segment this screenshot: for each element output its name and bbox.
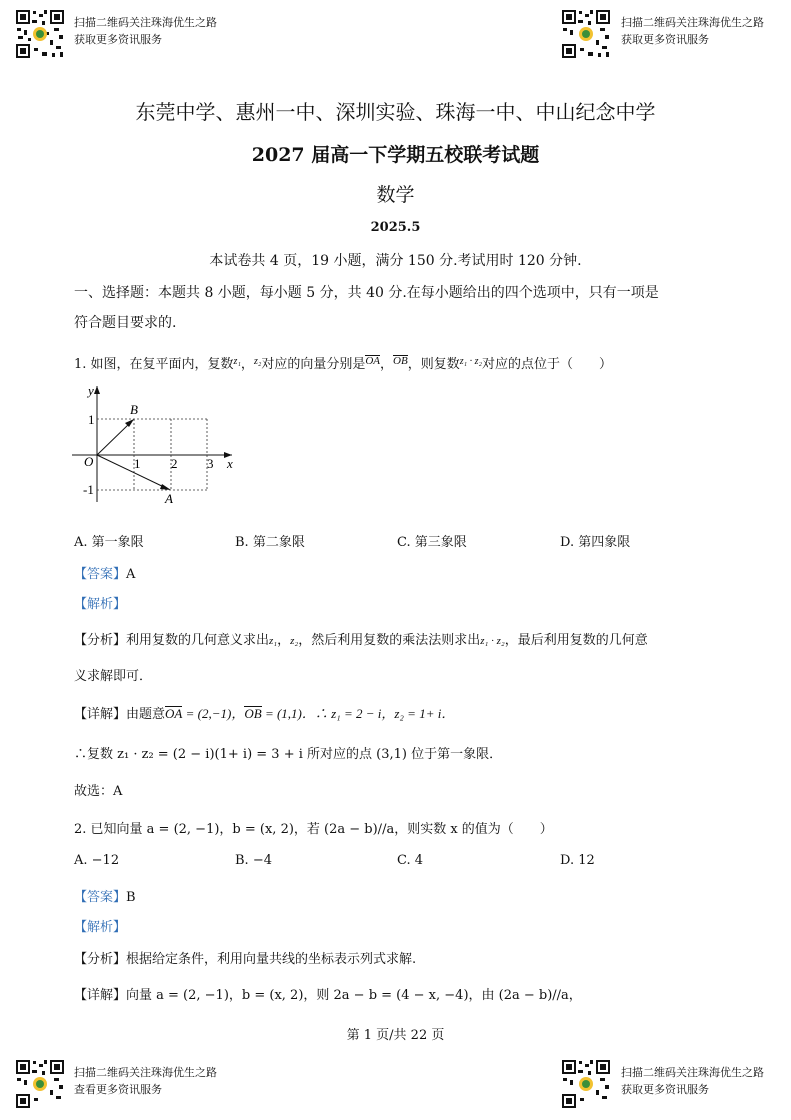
- fenxi-tag: 【分析】: [74, 952, 127, 967]
- title-schools: 东莞中学、惠州一中、深圳实验、珠海一中、中山纪念中学: [135, 100, 656, 124]
- q1-fenxi-line2: 义求解即可．: [74, 669, 153, 684]
- q1-vector-ob: OB: [393, 355, 408, 367]
- tick-x1: 1: [134, 456, 141, 471]
- detail-vector-oa: OA: [165, 706, 183, 721]
- detail-text: 向量 a = (2, −1)，b = (x, 2)，则 2a − b = (4 − x, −4)，由 (2a − b)//a，: [126, 988, 582, 1003]
- detail-vector-ob: OB: [244, 706, 262, 721]
- q1-answer: [74, 563, 135, 582]
- answer-value: A: [126, 567, 136, 582]
- qr-code-icon: [560, 8, 612, 60]
- q1-stem: [74, 353, 612, 372]
- q1-fenxi: [74, 629, 648, 648]
- fenxi-sep: ，: [277, 633, 291, 648]
- vector-ob: [97, 421, 132, 455]
- q1-stem-d: 对应的点位于（ ）: [481, 357, 612, 372]
- detail-text: 由题意: [126, 707, 166, 722]
- detail-oa-value: = (2,−1)，: [182, 706, 245, 721]
- q1-z1z2: z₁ · z₂: [459, 356, 482, 367]
- qr-code-icon: [560, 1058, 612, 1110]
- fenxi-part-1: 利用复数的几何意义求出: [126, 633, 270, 648]
- intro-text: 本试卷共 4 页，19 小题，满分 150 分.考试用时 120 分钟.: [209, 253, 582, 269]
- answer-tag: 【答案】: [74, 567, 127, 582]
- footer-right-line1: 扫描二维码关注珠海优生之路: [621, 1066, 764, 1079]
- vector-oa: [97, 455, 168, 489]
- q1-vector-oa: OA: [365, 355, 380, 367]
- q1-complex-plane-figure: [68, 380, 248, 510]
- q1-detail: [74, 703, 454, 722]
- q2-fenxi: [74, 948, 416, 967]
- q1-stem-b: 对应的向量分别是: [261, 357, 366, 372]
- q1-choice: 故选：A: [74, 784, 123, 799]
- q1-sep-2: ，: [380, 357, 394, 372]
- vector-oa-arrow: [160, 484, 171, 490]
- q1-stem-c: ，则复数: [407, 357, 460, 372]
- detail-ob-value: = (1,1)．∴ z₁ = 2 − i，z₂ = 1+ i．: [261, 706, 455, 721]
- tick-x3: 3: [207, 456, 214, 471]
- q2-answer: [74, 886, 136, 905]
- point-b-label: B: [130, 402, 138, 417]
- answer-tag: 【答案】: [74, 890, 127, 905]
- tick-ym1: -1: [83, 482, 94, 497]
- fenxi-z1z2: z₁ · z₂: [480, 635, 505, 647]
- header-right-line1: 扫描二维码关注珠海优生之路: [621, 16, 764, 29]
- q1-option-b: B. 第二象限: [235, 535, 305, 550]
- point-a-label: A: [165, 491, 173, 506]
- page-number: 第 1 页/共 22 页: [346, 1028, 445, 1043]
- footer-left-line2: 查看更多资讯服务: [74, 1083, 162, 1096]
- fenxi-text: 根据给定条件，利用向量共线的坐标表示列式求解.: [126, 952, 417, 967]
- footer-left-line1: 扫描二维码关注珠海优生之路: [74, 1066, 217, 1079]
- q2-detail: [74, 984, 582, 1003]
- header-left-line1: 扫描二维码关注珠海优生之路: [74, 16, 217, 29]
- section-heading-line2: 符合题目要求的.: [74, 315, 177, 331]
- y-axis-label: y: [88, 383, 94, 398]
- q2-option-c: C. 4: [397, 853, 424, 868]
- q1-option-d: D. 第四象限: [560, 535, 631, 550]
- fenxi-z1: z₁: [269, 635, 278, 647]
- header-right-line2: 获取更多资讯服务: [621, 33, 709, 46]
- fenxi-part-3: ，最后利用复数的几何意: [504, 633, 648, 648]
- title-exam: 2027 届高一下学期五校联考试题: [251, 144, 540, 166]
- qr-code-icon: [14, 8, 66, 60]
- tick-y1: 1: [88, 412, 95, 427]
- footer-right-line2: 获取更多资讯服务: [621, 1083, 709, 1096]
- fenxi-tag: 【分析】: [74, 633, 127, 648]
- header-left-line2: 获取更多资讯服务: [74, 33, 162, 46]
- q1-sep: ，: [240, 357, 254, 372]
- q1-stem-a: 1. 如图，在复平面内，复数: [74, 357, 234, 372]
- q1-analysis-tag: 【解析】: [74, 597, 127, 612]
- section-heading-line1: 一、选择题：本题共 8 小题，每小题 5 分，共 40 分.在每小题给出的四个选项中，只有一项是: [74, 285, 659, 301]
- y-axis-arrow: [94, 386, 100, 394]
- q2-option-a: A. −12: [74, 853, 120, 868]
- fenxi-part-2: ，然后利用复数的乘法法则求出: [298, 633, 481, 648]
- q1-z1: z₁: [233, 356, 241, 367]
- detail-tag: 【详解】: [74, 988, 127, 1003]
- q2-option-d: D. 12: [560, 853, 595, 868]
- x-axis-label: x: [227, 456, 233, 471]
- tick-x2: 2: [171, 456, 178, 471]
- title-subject: 数学: [376, 184, 415, 206]
- detail-tag: 【详解】: [74, 707, 127, 722]
- q1-z2: z₂: [253, 356, 262, 367]
- origin-label: O: [84, 454, 94, 469]
- q1-conclusion: ∴复数 z₁ · z₂ = (2 − i)(1+ i) = 3 + i 所对应的点 (3,1) 位于第一象限．: [74, 747, 503, 762]
- qr-code-icon: [14, 1058, 66, 1110]
- q2-analysis-tag: 【解析】: [74, 920, 127, 935]
- answer-value: B: [126, 890, 136, 905]
- q1-option-a: A. 第一象限: [74, 535, 144, 550]
- q2-option-b: B. −4: [235, 853, 272, 868]
- q1-option-c: C. 第三象限: [397, 535, 467, 550]
- title-date: 2025.5: [370, 220, 421, 235]
- fenxi-z2: z₂: [290, 635, 299, 647]
- q2-stem: 2. 已知向量 a = (2, −1)，b = (x, 2)，若 (2a − b)//a，则实数 x 的值为（ ）: [74, 822, 553, 837]
